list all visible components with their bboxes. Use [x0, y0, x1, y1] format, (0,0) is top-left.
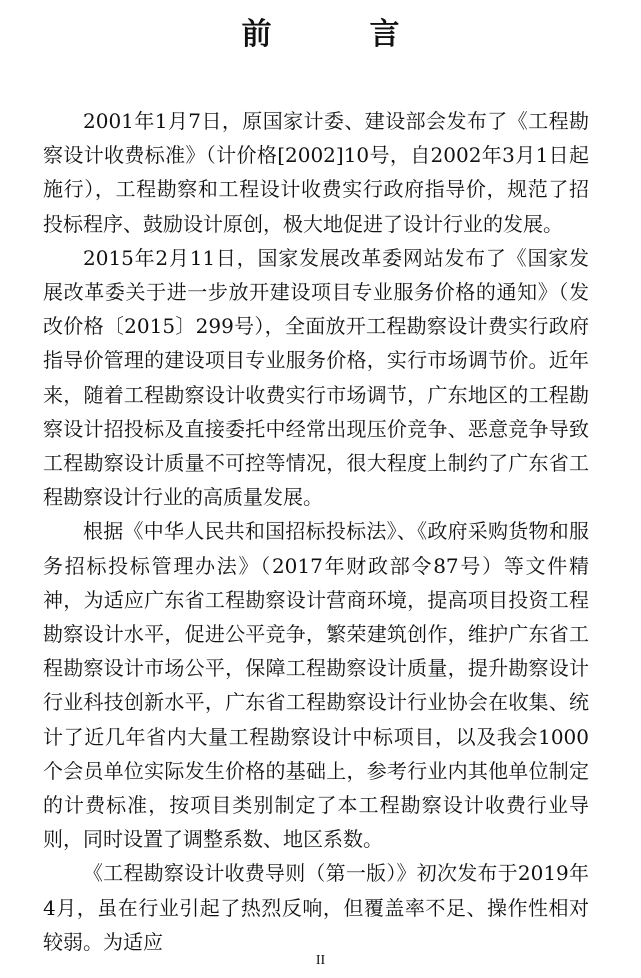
paragraph-4: 《工程勘察设计收费导则（第一版）》初次发布于2019年4月，虽在行业引起了热烈反响，但覆盖率不足、操作性相对较弱。为适应 — [43, 861, 589, 954]
paragraph-3: 根据《中华人民共和国招标投标法》、《政府采购货物和服务招标投标管理办法》（2017年财政部令87号）等文件精神，为适应广东省工程勘察设计营商环境，提高项目投资工程勘察设计水平，促进公平竞争，繁荣建筑创作，维护广东省工程勘察设计市场公平，保障工程勘察设计质量，提升勘察设计行业科技创新水平，广东省工程勘察设计行业协会在收集、统计了近几年省内大量工程勘察设计中标项目，以及我会1000个会员单位实际发生价格的基础上，参考行业内其他单位制定的计费标准，按项目类别制定了本工程勘察设计收费行业导则，同时设置了调整系数、地区系数。 — [43, 519, 589, 852]
page-title: 前 言 — [241, 17, 434, 52]
paragraph-1: 2001年1月7日，原国家计委、建设部会发布了《工程勘察设计收费标准》（计价格[2002]10号，自2002年3月1日起施行），工程勘察和工程设计收费实行政府指导价，规范了招投标程序、鼓励设计原创，极大地促进了设计行业的发展。 — [43, 109, 589, 236]
paragraph-2: 2015年2月11日，国家发展改革委网站发布了《国家发展改革委关于进一步放开建设项目专业服务价格的通知》（发改价格〔2015〕299号），全面放开工程勘察设计费实行政府指导价管理的建设项目专业服务价格，实行市场调节价。近年来，随着工程勘察设计收费实行市场调节，广东地区的工程勘察设计招投标及直接委托中经常出现压价竞争、恶意竞争导致工程勘察设计质量不可控等情况，很大程度上制约了广东省工程勘察设计行业的高质量发展。 — [43, 245, 589, 510]
document-body — [43, 104, 589, 959]
page-number: II — [315, 953, 326, 968]
